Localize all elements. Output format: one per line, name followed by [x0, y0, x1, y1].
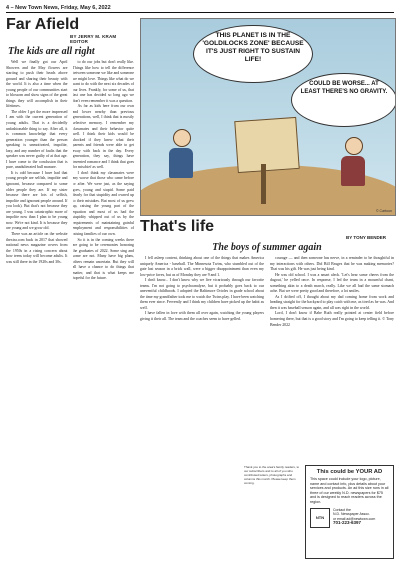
thats-life-col-2: [270, 256, 394, 496]
thats-life-columns: [140, 256, 394, 496]
far-afield-col-2: [73, 60, 135, 560]
paragraph: I have fallen in love with them all over again, watching the young players giving it their all. The team and the coaches seem to have gelled.: [140, 311, 264, 322]
ad-contact: [333, 508, 375, 526]
thats-life-headline: The boys of summer again: [212, 242, 322, 253]
editorial-cartoon: [140, 18, 396, 216]
paragraph: courage — and then someone has nerve, in a reminder to be thoughtful in my interactions with others. Did Bill Bruges that he was making memories? That was his gift. He was just being kind.: [270, 256, 394, 272]
speech-bubble-2: COULD BE WORSE... AT LEAST THERE'S NO GRAVITY.: [291, 73, 396, 127]
far-afield-title: Far Afield: [6, 17, 80, 33]
speech-bubble-1: THIS PLANET IS IN THE 'GOLDILOCKS ZONE' BECAUSE IT'S JUST RIGHT TO SUSTAIN LIFE!: [193, 25, 313, 83]
paragraph: Well we finally got our April Showers and the May flowers are starting to push their heads above ground and sharing their beauty with the world. It is also a time when the young people of our communities start to blossom and show signs of the great things they will accomplish in their lifetimes.: [6, 60, 68, 109]
ad-contact-row: [310, 508, 389, 528]
ad-body: This space could include your logo, picture, name and contact info, plus details about your services and products. An ad this size runs in all three of our weekly N.D. newspapers for $75 and is designed to reach readers across the region.: [310, 477, 389, 504]
thats-life-byline: BY TONY BENDER: [345, 235, 386, 240]
far-afield-column: [6, 17, 134, 563]
ad-contact-name: Contact the: [333, 507, 351, 512]
ad-phone[interactable]: 701-223-6397: [333, 520, 362, 526]
paragraph: There was an article on the website thextra.com back in 2017 that showed national news magazine covers from the 1950s in a rising concern about how teens today will become adults. It was still there in the 1920s and 30s.: [6, 231, 68, 264]
far-afield-headline: The kids are all right: [8, 46, 95, 57]
far-afield-columns: [6, 60, 134, 560]
ad-contact-email[interactable]: or email ad@newtown.com: [333, 516, 376, 521]
advertisement-box[interactable]: [305, 465, 394, 559]
paragraph: to do our jobs but don't really like. Things like how to tell the difference between someone we like and someone we might love. Things like what do we want to do with the next six decades of our lives. Frankly, for some of us, that last one has decided so long ago we don't even remember it was a question.: [72, 60, 134, 103]
cartoon-sign-post: [261, 164, 266, 204]
thats-life-title: That's life: [140, 218, 215, 235]
cartoon-sign: [234, 117, 299, 173]
cartoon-character-2: [341, 137, 367, 197]
paragraph: I don't think my classmates were any worse that those who came before or after. We were just, as the saying goes, young and stupid. Some paid dearly for that stupidity and owned up to their mistakes. But most of us grew up, raising the young part of the equation and most of us had the stupidity whipped out of us by the requirements of maintaining gainful employment and responsibilities of raising families of our own.: [72, 170, 134, 236]
far-afield-col-1: [6, 60, 68, 560]
masthead: [6, 3, 394, 13]
far-afield-byline: BY JERRY M. KRAM EDITOR: [70, 34, 117, 44]
ad-contact-org: N.D. Newspaper Assoc.: [333, 512, 370, 517]
thats-life-col-1: [140, 256, 264, 496]
paragraph: As I drifted off, I thought about my dad coming home from work and heading straight for the backyard to play catch with me, as tired as he was. And then it was baseball season again, and all was right in the world.: [270, 294, 394, 310]
page-label: 4 – New Town News, Friday, May 6, 2022: [6, 4, 111, 11]
ad-title: This could be YOUR AD: [316, 469, 383, 475]
cartoon-credit: © Cartoon: [375, 209, 392, 213]
thank-you-note: Thank you to the area's family readers, to our subscribers and to all of you who contributed letters, photographs and columns this month. Please keep them coming.: [244, 465, 300, 485]
paragraph: So it is in the coming weeks there are going to be ceremonies honoring the graduates of 2022. Some sing and some are not. Many have big plans, others remain uncertain. But they will all have a chance to do things that matter, and that is what keeps me hopeful for the future.: [72, 237, 134, 281]
ndna-logo-icon: NTN: [310, 508, 330, 528]
paragraph: As far as kids here from our own and lower nearby than previous generations, well, I think that is mostly selective memory. I remember my classmates and their behavior quite well. I think their kids would be shocked if they knew what their parents and friends were able to get away with back in the day. Every generation, they say, things have invented romance and I think that goes for mischief as well.: [72, 104, 134, 170]
paragraph: I don't know... I don't know why we live vicariously through our favorite teams. I'm not going to psychoanalyze, but it probably goes back to our uneventful childhoods. I adopted the Baltimore Orioles in grade school about the time my grandfather took me to watch the Twins play. I have been watching them ever since. Fervently and I think my children have picked up the habit as well.: [140, 278, 264, 310]
thats-life-column: [140, 219, 394, 496]
paragraph: Lord, I don't know if Babe Ruth really pointed at center field before homering there, but that is a good story and I'm going to keep telling it. © Tony Bender 2022: [270, 311, 394, 327]
paragraph: I fell asleep content, thinking about one of the things that makes America uniquely America - baseball. The Minnesota Twins, who stumbled out of the gate last season in a brick wall, were a bigger disappointment than even my low-price faves, but as of Monday they are 9 and 1.: [140, 256, 264, 277]
paragraph: It is odd because I have had that young people are selfish, impolite and ignorant, because compared to some older people they are. If my sister because there are lots of selfish, impolite and ignorant people around. If you look). But that's not because they are young. I was catastrophic more of impolite now than I plan to be young now. We're not kind. It is because they are young and we grow old.: [6, 170, 68, 231]
paragraph: He was old school. I was a smart aleck. 'Let's hear some cheers from the dugout,' he yelled once. In response, I led the team in a mournful chant, something akin to a death march, really. Like we all had the same stomach ache. But we were pretty good and therefore, a lot smiles.: [270, 272, 394, 294]
paragraph: The older I get the more impressed I am with the current generation of young adults. That is a decidedly unfashionable thing to say. After all, it is common knowledge that every generation younger than the person speaking is unmotivated, impolite, lazy, and any number of faults that the speaker was never guilty of at that age. I have come to the conclusion that is pure, unadulterated bull manure.: [6, 109, 68, 170]
cartoon-character-1: [169, 129, 195, 189]
